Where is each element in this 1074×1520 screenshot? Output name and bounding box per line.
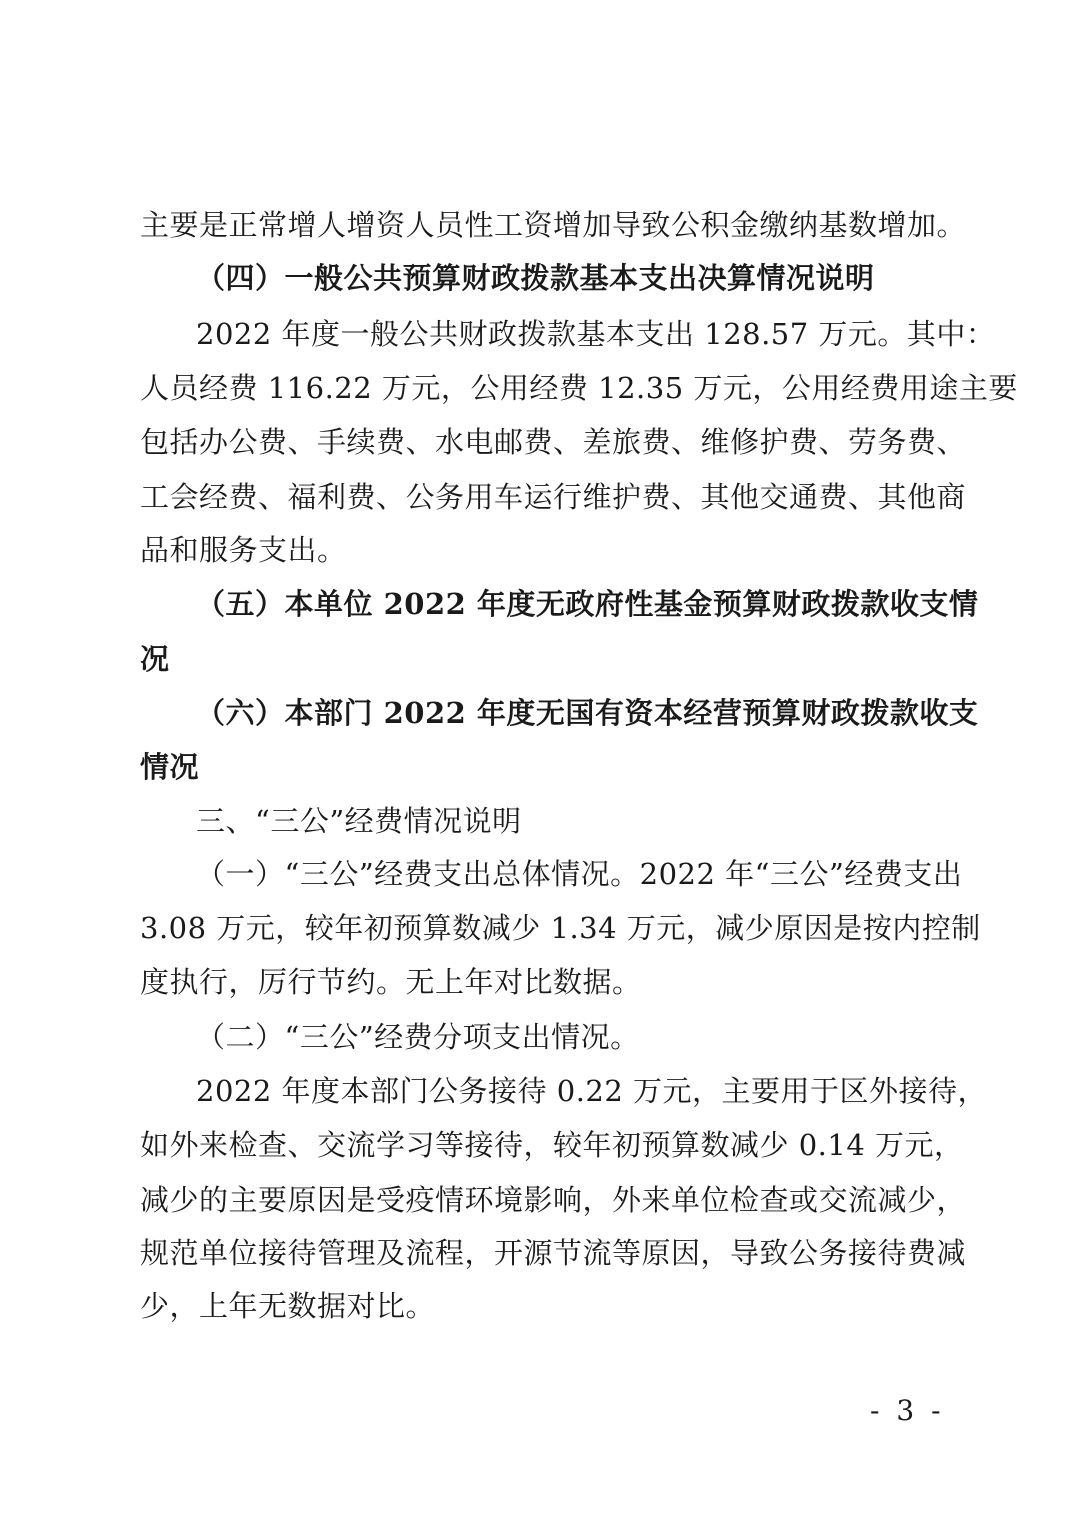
paragraph-line: 品和服务支出。 xyxy=(140,533,347,567)
section-heading-5: （五）本单位 2022 年度无政府性基金预算财政拨款收支情 xyxy=(196,587,979,621)
paragraph-line: 如外来检查、交流学习等接待，较年初预算数减少 0.14 万元， xyxy=(140,1128,964,1162)
paragraph-line: 人员经费 116.22 万元，公用经费 12.35 万元，公用经费用途主要 xyxy=(140,371,1018,405)
paragraph-line: 2022 年度本部门公务接待 0.22 万元，主要用于区外接待， xyxy=(196,1074,988,1108)
paragraph-line: 少，上年无数据对比。 xyxy=(140,1289,436,1323)
paragraph-line: 包括办公费、手续费、水电邮费、差旅费、维修护费、劳务费、 xyxy=(140,425,967,459)
paragraph-line: 规范单位接待管理及流程，开源节流等原因，导致公务接待费减 xyxy=(140,1236,967,1270)
page-number: - 3 - xyxy=(870,1394,945,1427)
paragraph-line: 工会经费、福利费、公务用车运行维护费、其他交通费、其他商 xyxy=(140,480,967,514)
paragraph-line: 度执行，厉行节约。无上年对比数据。 xyxy=(140,965,642,999)
paragraph-line: 减少的主要原因是受疫情环境影响，外来单位检查或交流减少， xyxy=(140,1183,967,1217)
subsection-heading-2: （二）“三公”经费分项支出情况。 xyxy=(196,1020,640,1054)
paragraph-line: 主要是正常增人增资人员性工资增加导致公积金缴纳基数增加。 xyxy=(140,208,967,242)
paragraph-line: 3.08 万元，较年初预算数减少 1.34 万元，减少原因是按内控制 xyxy=(140,911,981,945)
section-heading-5-cont: 况 xyxy=(140,642,170,676)
section-heading-3: 三、“三公”经费情况说明 xyxy=(196,804,522,838)
subsection-heading-1: （一）“三公”经费支出总体情况。2022 年“三公”经费支出 xyxy=(196,857,963,891)
section-heading-6-cont: 情况 xyxy=(140,750,200,784)
section-heading-6: （六）本部门 2022 年度无国有资本经营预算财政拨款收支 xyxy=(196,696,979,730)
paragraph-line: 2022 年度一般公共财政拨款基本支出 128.57 万元。其中： xyxy=(196,317,996,351)
section-heading-4: （四）一般公共预算财政拨款基本支出决算情况说明 xyxy=(196,261,875,295)
